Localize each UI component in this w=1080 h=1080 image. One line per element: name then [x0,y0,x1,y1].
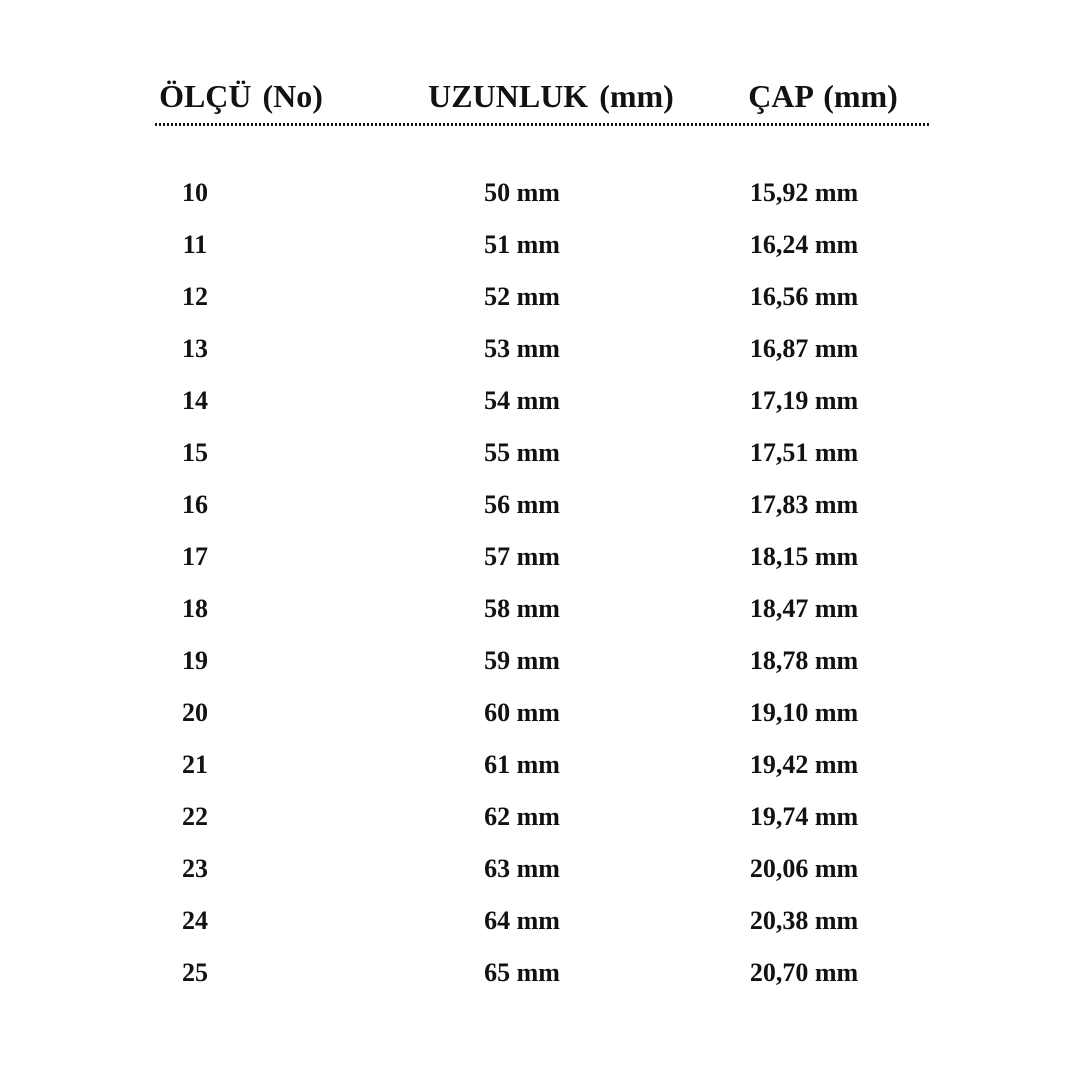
diameter-cell: 16,24 mm [749,230,859,259]
length-cell: 63 mm [484,854,560,883]
length-cell: 61 mm [484,750,560,779]
length-cell: 58 mm [484,594,560,623]
size-cell: 10 [182,178,208,207]
length-cell: 54 mm [484,386,560,415]
size-cell: 13 [182,334,208,363]
column-header-diameter: ÇAP (mm) [748,78,898,114]
size-cell: 18 [182,594,208,623]
length-cell: 52 mm [484,282,560,311]
diameter-cell: 20,38 mm [749,906,859,935]
table-row [0,271,1080,323]
table-row [0,219,1080,271]
size-cell: 25 [182,958,208,987]
diameter-cell: 17,51 mm [749,438,859,467]
size-cell: 12 [182,282,208,311]
length-cell: 65 mm [484,958,560,987]
length-cell: 57 mm [484,542,560,571]
length-cell: 62 mm [484,802,560,831]
length-cell: 59 mm [484,646,560,675]
table-row [0,531,1080,583]
size-cell: 11 [182,230,208,259]
table-row [0,323,1080,375]
table-row [0,791,1080,843]
table-row [0,687,1080,739]
header-divider [155,123,931,126]
table-row [0,479,1080,531]
table-row [0,427,1080,479]
table-row [0,895,1080,947]
diameter-cell: 18,78 mm [749,646,859,675]
diameter-cell: 16,56 mm [749,282,859,311]
diameter-cell: 19,74 mm [749,802,859,831]
table-row [0,583,1080,635]
diameter-cell: 15,92 mm [749,178,859,207]
length-cell: 64 mm [484,906,560,935]
size-cell: 15 [182,438,208,467]
size-cell: 16 [182,490,208,519]
column-header-size: ÖLÇÜ (No) [159,78,323,114]
diameter-cell: 19,42 mm [749,750,859,779]
table-row [0,375,1080,427]
diameter-cell: 19,10 mm [749,698,859,727]
table-row [0,947,1080,999]
length-cell: 60 mm [484,698,560,727]
table-row [0,739,1080,791]
table-row [0,843,1080,895]
size-cell: 20 [182,698,208,727]
diameter-cell: 17,19 mm [749,386,859,415]
length-cell: 56 mm [484,490,560,519]
diameter-cell: 17,83 mm [749,490,859,519]
size-cell: 21 [182,750,208,779]
length-cell: 53 mm [484,334,560,363]
size-cell: 19 [182,646,208,675]
table-rows [0,167,1080,999]
size-cell: 23 [182,854,208,883]
size-cell: 14 [182,386,208,415]
length-cell: 51 mm [484,230,560,259]
diameter-cell: 18,15 mm [749,542,859,571]
diameter-cell: 16,87 mm [749,334,859,363]
length-cell: 50 mm [484,178,560,207]
table-row [0,167,1080,219]
column-header-length: UZUNLUK (mm) [428,78,674,114]
diameter-cell: 18,47 mm [749,594,859,623]
length-cell: 55 mm [484,438,560,467]
diameter-cell: 20,70 mm [749,958,859,987]
size-cell: 24 [182,906,208,935]
size-cell: 17 [182,542,208,571]
table-row [0,635,1080,687]
diameter-cell: 20,06 mm [749,854,859,883]
size-cell: 22 [182,802,208,831]
